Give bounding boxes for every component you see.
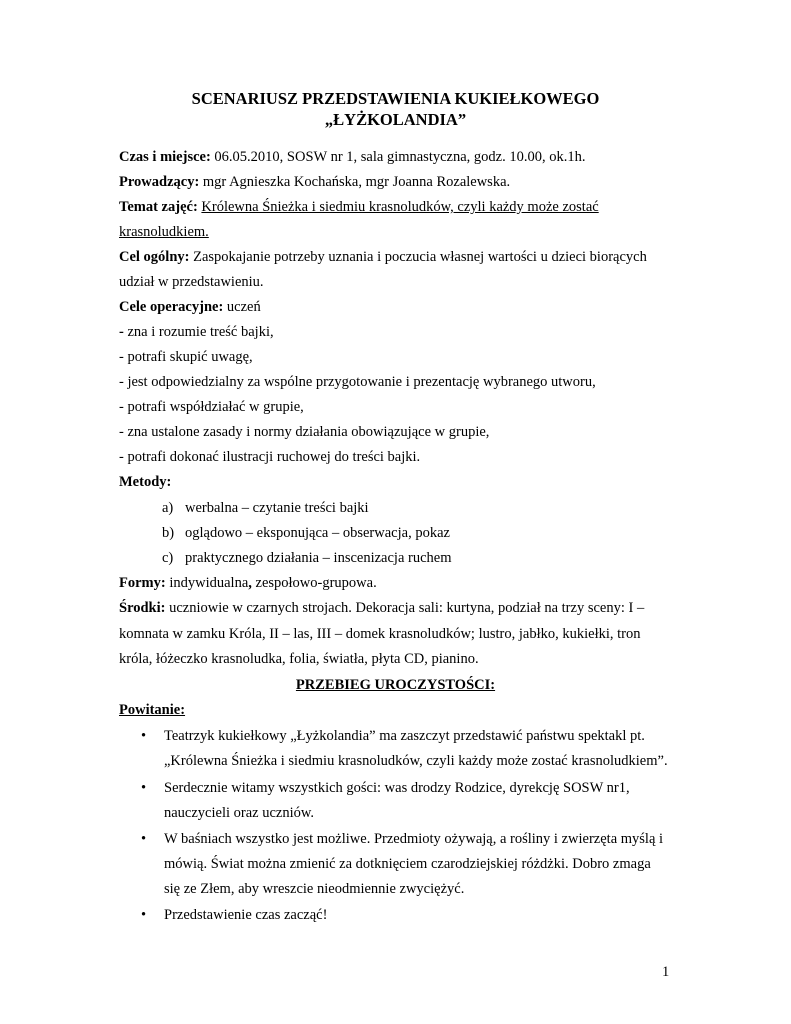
bullet-line: się ze Złem, aby wreszcie nieodmiennie zwyciężyć. [164, 881, 465, 897]
forms-comma: , [248, 575, 252, 591]
resources-value-part-1: uczniowie w czarnych strojach. Dekoracja sali: kurtyna, podział na trzy sceny: I – [165, 600, 645, 616]
bullet-line: „Królewna Śnieżka i siedmiu krasnoludków, czyli każdy może zostać krasnoludkiem”. [164, 753, 668, 769]
welcome-heading: Powitanie: [119, 702, 186, 718]
method-marker: c) [162, 550, 174, 566]
operational-goals-value: uczeń [223, 299, 261, 315]
topic-line [119, 198, 599, 216]
time-place-label: Czas i miejsce: [119, 149, 211, 165]
bullet-line: mówią. Świat można zmienić za dotknięciem czarodziejskiej różdżki. Dobro zmaga [164, 856, 651, 872]
methods-label: Metody: [119, 474, 172, 490]
goal-item: - zna ustalone zasady i normy działania obowiązujące w grupie, [119, 424, 490, 440]
document-title-line-2: „ŁYŻKOLANDIA” [324, 110, 467, 129]
leaders-value: mgr Agnieszka Kochańska, mgr Joanna Rozalewska. [199, 174, 511, 190]
topic-label: Temat zajęć: [119, 199, 198, 215]
resources-value-part-2: komnata w zamku Króla, II – las, III – domek krasnoludków; lustro, jabłko, kukiełki, tron [119, 626, 641, 642]
bullet-line: nauczycieli oraz uczniów. [164, 805, 315, 821]
resources-value-part-3: króla, łóżeczko krasnoludka, folia, światła, płyta CD, pianino. [119, 651, 479, 667]
general-goal-label: Cel ogólny: [119, 249, 190, 265]
general-goal-value-part-2: udział w przedstawieniu. [119, 274, 264, 290]
method-text: werbalna – czytanie treści bajki [185, 500, 369, 516]
leaders-line [119, 173, 510, 191]
general-goal-line [119, 248, 647, 266]
time-place-line [119, 148, 585, 166]
bullet-marker: • [141, 907, 147, 923]
forms-label: Formy: [119, 575, 166, 591]
bullet-marker: • [141, 728, 147, 744]
page-number: 1 [662, 964, 670, 980]
forms-line [119, 574, 377, 592]
topic-value-part-1: Królewna Śnieżka i siedmiu krasnoludków, czyli każdy może zostać [201, 199, 599, 215]
goal-item: - jest odpowiedzialny za wspólne przygotowanie i prezentację wybranego utworu, [119, 374, 596, 390]
resources-line [119, 599, 644, 617]
general-goal-value-part-1: Zaspokajanie potrzeby uznania i poczucia własnej wartości u dzieci biorących [189, 249, 647, 265]
operational-goals-label: Cele operacyjne: [119, 299, 224, 315]
method-text: praktycznego działania – inscenizacja ruchem [185, 550, 452, 566]
forms-value-a: indywidualna [165, 575, 249, 591]
goal-item: - potrafi współdziałać w grupie, [119, 399, 304, 415]
goal-item-dash: - [119, 324, 124, 340]
resources-label: Środki: [119, 600, 166, 616]
topic-value-part-2: krasnoludkiem. [119, 224, 209, 240]
leaders-label: Prowadzący: [119, 174, 200, 190]
operational-goals-line [119, 298, 261, 316]
document-title-line-1: SCENARIUSZ PRZEDSTAWIENIA KUKIEŁKOWEGO [191, 89, 600, 108]
bullet-line: Teatrzyk kukiełkowy „Łyżkolandia” ma zaszczyt przedstawić państwu spektakl pt. [164, 728, 645, 744]
time-place-value: 06.05.2010, SOSW nr 1, sala gimnastyczna, godz. 10.00, ok.1h. [210, 149, 586, 165]
bullet-line: Przedstawienie czas zacząć! [164, 907, 328, 923]
method-marker: b) [162, 525, 175, 541]
goal-item: - potrafi dokonać ilustracji ruchowej do treści bajki. [119, 449, 421, 465]
bullet-line: Serdecznie witamy wszystkich gości: was drodzy Rodzice, dyrekcję SOSW nr1, [164, 780, 630, 796]
goal-item: - potrafi skupić uwagę, [119, 349, 253, 365]
bullet-marker: • [141, 780, 147, 796]
forms-value-b: zespołowo-grupowa. [251, 575, 377, 591]
ceremony-heading: PRZEBIEG UROCZYSTOŚCI: [295, 677, 496, 693]
goal-item [119, 323, 274, 341]
method-marker: a) [162, 500, 174, 516]
bullet-marker: • [141, 831, 147, 847]
goal-item-text: zna i rozumie treść bajki, [123, 324, 274, 340]
bullet-line: W baśniach wszystko jest możliwe. Przedmioty ożywają, a rośliny i zwierzęta myślą i [164, 831, 664, 847]
method-text: oglądowo – eksponująca – obserwacja, pokaz [185, 525, 450, 541]
